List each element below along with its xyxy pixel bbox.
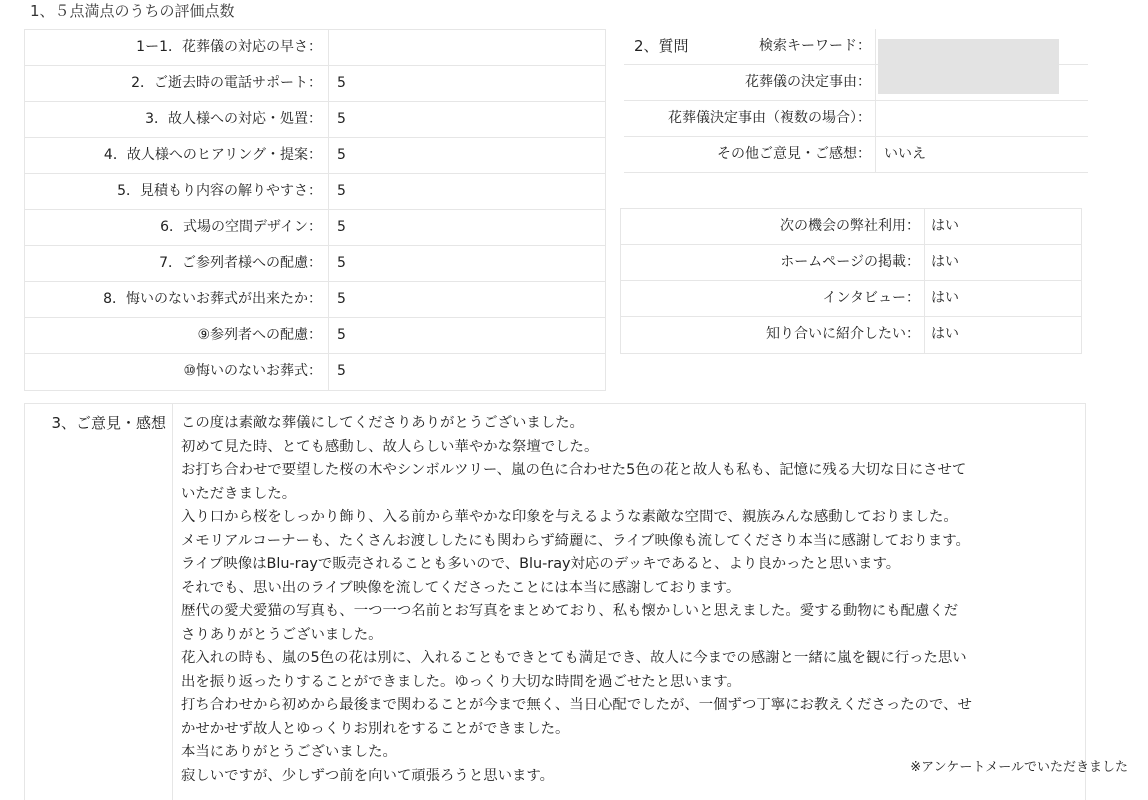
rating-label: 6．式場の空間デザイン：: [25, 210, 329, 245]
rating-row: [25, 210, 605, 246]
ratings-table: [24, 29, 606, 391]
rating-label: 7．ご参列者様への配慮：: [25, 246, 329, 281]
rating-label: 1ー1．花葬儀の対応の早さ：: [25, 30, 329, 65]
rating-row: [25, 246, 605, 282]
yesno-label: インタビュー：: [621, 281, 925, 316]
rating-value: 5: [337, 111, 346, 127]
rating-label: 8．悔いのないお葬式が出来たか：: [25, 282, 329, 317]
rating-value: 5: [337, 327, 346, 343]
rating-value: 5: [337, 147, 346, 163]
rating-value: 5: [337, 183, 346, 199]
yesno-label: ホームページの掲載：: [621, 245, 925, 280]
footnote: ※アンケートメールでいただきました: [910, 760, 1128, 775]
comment-line: ライブ映像はBlu-rayで販売されることも多いので、Blu-ray対応のデッキであると、より良かったと思います。: [181, 556, 901, 572]
rating-value: 5: [337, 363, 346, 379]
comment-line: 歴代の愛犬愛猫の写真も、一つ一つ名前とお写真をまとめており、私も懐かしいと思えました。愛する動物にも配慮くだ: [181, 603, 959, 619]
rating-row: [25, 354, 605, 390]
rating-row: [25, 138, 605, 174]
question-value: いいえ: [884, 146, 926, 162]
rating-row: [25, 318, 605, 354]
comment-line: この度は素敵な葬儀にしてくださりありがとうございました。: [181, 415, 584, 431]
question-row: [624, 101, 1088, 137]
rating-row: [25, 174, 605, 210]
rating-row: [25, 66, 605, 102]
section1-title: 1、５点満点のうちの評価点数: [30, 2, 235, 20]
yesno-row: [621, 245, 1081, 281]
comment-line: 打ち合わせから初めから最後まで関わることが今まで無く、当日心配でしたが、一個ずつ丁寧にお教えくださったので、せ: [181, 697, 972, 713]
comment-line: それでも、思い出のライブ映像を流してくださったことには本当に感謝しております。: [181, 579, 741, 596]
comment-line: 出を振り返ったりすることができました。ゆっくり大切な時間を過ごせたと思います。: [181, 673, 741, 690]
question-label: その他ご意見・ご感想：: [624, 137, 876, 172]
comment-line: メモリアルコーナーも、たくさんお渡ししたにも関わらず綺麗に、ライブ映像も流してくださり本当に感謝しております。: [181, 532, 970, 549]
rating-label: 2．ご逝去時の電話サポート：: [25, 66, 329, 101]
yesno-row: [621, 317, 1081, 353]
rating-row: [25, 30, 605, 66]
yesno-row: [621, 281, 1081, 317]
comment-line: 本当にありがとうございました。: [181, 744, 397, 760]
rating-value: 5: [337, 75, 346, 91]
redacted-block: [878, 39, 1059, 94]
comment-line: 花入れの時も、嵐の5色の花は別に、入れることもできとても満足でき、故人に今までの感謝と一緒に嵐を観に行った思い: [181, 650, 967, 666]
rating-value: 5: [337, 291, 346, 307]
comment-text: [181, 412, 1083, 788]
comment-line: 入り口から桜をしっかり飾り、入る前から華やかな印象を与えるような素敵な空間で、親族みんな感動しておりました。: [181, 509, 958, 525]
rating-label: ⑩悔いのないお葬式：: [25, 354, 329, 390]
yesno-label: 知り合いに紹介したい：: [621, 317, 925, 353]
yesno-value: はい: [931, 218, 959, 234]
yesno-row: [621, 209, 1081, 245]
comment-line: かせかせず故人とゆっくりお別れをすることができました。: [181, 720, 570, 737]
rating-row: [25, 102, 605, 138]
comment-line: 初めて見た時、とても感動し、故人らしい華やかな祭壇でした。: [181, 438, 599, 455]
question-value: [876, 101, 1088, 136]
question-row: [624, 137, 1088, 173]
rating-value: [329, 30, 605, 65]
yesno-value: はい: [931, 326, 959, 342]
comment-line: さりありがとうございました。: [181, 626, 383, 643]
question-label: 検索キーワード：: [759, 38, 871, 54]
rating-value: 5: [337, 255, 346, 271]
yesno-value: はい: [931, 254, 959, 270]
comments-section: [24, 403, 1086, 800]
yesno-value: はい: [931, 290, 959, 306]
rating-label: 3．故人様への対応・処置：: [25, 102, 329, 137]
comment-line: 寂しいですが、少しずつ前を向いて頑張ろうと思います。: [181, 767, 555, 784]
rating-label: 4．故人様へのヒアリング・提案：: [25, 138, 329, 173]
rating-row: [25, 282, 605, 318]
rating-label: ⑨参列者への配慮：: [25, 318, 329, 353]
question-label: 花葬儀の決定事由：: [624, 65, 876, 100]
rating-label: 5．見積もり内容の解りやすさ：: [25, 174, 329, 209]
yesno-label: 次の機会の弊社利用：: [621, 209, 925, 244]
comment-line: お打ち合わせで要望した桜の木やシンボルツリー、嵐の色に合わせた5色の花と故人も私も、記憶に残る大切な日にさせて: [181, 462, 967, 478]
section2-title: 2、質問: [634, 37, 689, 55]
rating-value: 5: [337, 219, 346, 235]
question-label: 花葬儀決定事由（複数の場合）：: [624, 101, 876, 136]
section3-title: 3、ご意見・感想: [25, 404, 173, 800]
comment-line: いただきました。: [181, 485, 297, 502]
yesno-table: [620, 208, 1082, 354]
